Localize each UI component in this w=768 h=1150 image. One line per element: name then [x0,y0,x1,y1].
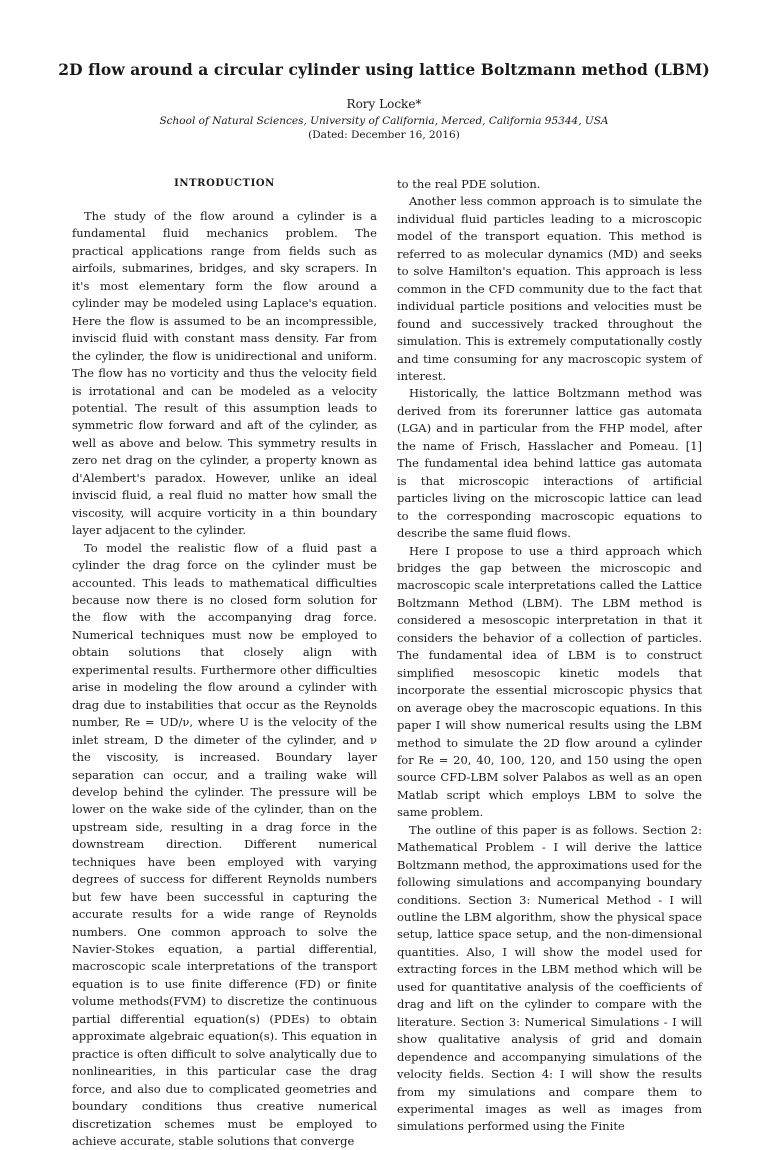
section-heading-introduction: INTRODUCTION [174,178,275,189]
paragraph: The study of the flow around a cylinder is a fundamental fluid mechanics problem. The practical applications range from fields such as airfoils, submarines, bridges, and sky scrapers. In it's most elementary form the flow around a cylinder may be modeled using Laplace's equation. Here the flow is assumed to be an incompressible, inviscid fluid with constant mass density. Far from the cylinder, the flow is unidirectional and uniform. The flow has no vorticity and thus the velocity field is irrotational and can be modeled as a velocity potential. The result of this assumption leads to symmetric flow forward and aft of the cylinder, as well as above and below. This symmetry results in zero net drag on the cylinder, a property known as d'Alembert's paradox. However, unlike an ideal inviscid fluid, a real fluid no matter how small the viscosity, will acquire vorticity in a thin boundary layer adjacent to the cylinder. [72,209,377,538]
left-column [72,176,377,1150]
right-column [397,176,702,1136]
paragraph: Here I propose to use a third approach which bridges the gap between the microscopic and macroscopic scale interpretations called the Lattice Boltzmann Method (LBM). The LBM method is considered a mesoscopic interpretation in that it considers the behavior of a collection of particles. The fundamental idea of LBM is to construct simplified mesoscopic kinetic models that incorporate the essential microscopic physics that on average obey the macroscopic equations. In this paper I will show numerical results using the LBM method to simulate the 2D flow around a cylinder for Re = 20, 40, 100, 120, and 150 using the open source CFD-LBM solver Palabos as well as an open Matlab script which employs LBM to solve the same problem. [397,543,702,820]
author-affiliation: School of Natural Sciences, University of California, Merced, California 95344, USA [159,115,609,127]
paragraph-continuation: to the real PDE solution. [397,177,541,191]
paragraph: Another less common approach is to simulate the individual fluid particles leading to a microscopic model of the transport equation. This method is referred to as molecular dynamics (MD) and seeks to solve Hamilton's equation. This approach is less common in the CFD community due to the fact that individual particle positions and velocities must be found and successively tracked throughout the simulation. This is extremely computationally costly and time consuming for any macroscopic system of interest. [397,194,702,383]
paragraph: To model the realistic flow of a fluid past a cylinder the drag force on the cylinder must be accounted. This leads to mathematical difficulties because now there is no closed form solution for the flow with the accompanying drag force. Numerical techniques must now be employed to obtain solutions that closely align with experimental results. Furthermore other difficulties arise in modeling the flow around a cylinder with drag due to instabilities that occur as the Reynolds number, Re = UD/ν, where U is the velocity of the inlet stream, D the dimeter of the cylinder, and ν the viscosity, is increased. Boundary layer separation can occur, and a trailing wake will develop behind the cylinder. The pressure will be lower on the wake side of the cylinder, than on the upstream side, resulting in a drag force in the downstream direction. Different numerical techniques have been employed with varying degrees of success for different Reynolds numbers but few have been successful in capturing the accurate results for a wide range of Reynolds numbers. One common approach to solve the Navier-Stokes equation, a partial differential, macroscopic scale interpretations of the transport equation is to use finite difference (FD) or finite volume methods(FVM) to discretize the continuous partial differential equation(s) (PDEs) to obtain approximate algebraic equation(s). This equation in practice is often difficult to solve analytically due to nonlinearities, in this particular case the drag force, and also due to complicated geometries and boundary conditions thus creative numerical discretization schemes must be employed to achieve accurate, stable solutions that converge [72,540,377,1149]
paragraph: The outline of this paper is as follows. Section 2: Mathematical Problem - I will derive the lattice Boltzmann method, the approximations used for the following simulations and accompanying boundary conditions. Section 3: Numerical Method - I will outline the LBM algorithm, show the physical space setup, lattice space setup, and the non-dimensional quantities. Also, I will show the model used for extracting forces in the LBM method which will be used for quantitative analysis of the coefficients of drag and lift on the cylinder to compare with the literature. Section 3: Numerical Simulations - I will show qualitative analysis of grid and domain dependence and accompanying simulations of the velocity fields. Section 4: I will show the results from my simulations and compare them to experimental images as well as images from simulations performed using the Finite [397,822,702,1134]
paper-title: 2D flow around a circular cylinder using lattice Boltzmann method (LBM) [58,60,710,79]
date-line: (Dated: December 16, 2016) [308,129,460,141]
author-name: Rory Locke* [346,97,422,111]
paper-header [0,60,768,141]
paragraph: Historically, the lattice Boltzmann method was derived from its forerunner lattice gas automata (LGA) and in particular from the FHP model, after the name of Frisch, Hasslacher and Pomeau. [1] The fundamental idea behind lattice gas automata is that microscopic interactions of artificial particles living on the microscopic lattice can lead to the corresponding macroscopic equations to describe the same fluid flows. [397,386,702,541]
